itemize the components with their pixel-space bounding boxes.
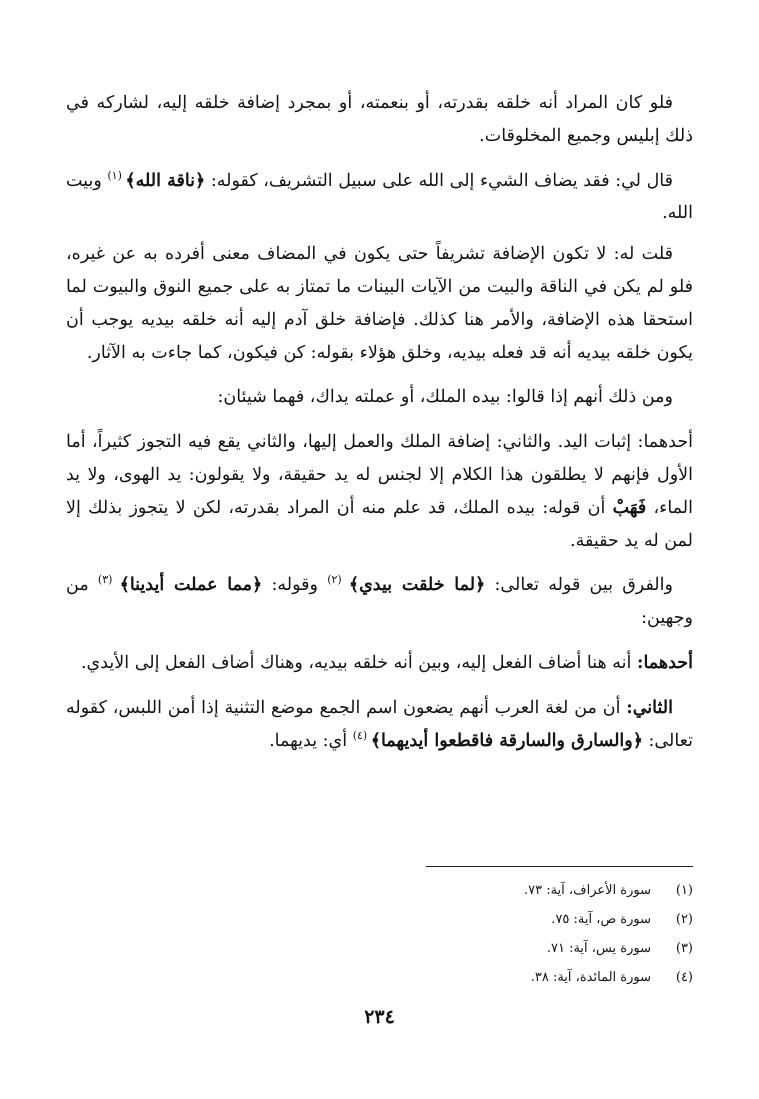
footnote-item xyxy=(420,876,693,905)
footnote-item xyxy=(420,905,693,934)
paragraph xyxy=(66,692,693,758)
footnote-item xyxy=(420,934,693,963)
footnote-number: (٤) xyxy=(675,970,693,985)
quran-quote: ﴿لما خلقت بيدي﴾ xyxy=(348,575,486,596)
quran-quote: ﴿والسارق والسارقة فاقطعوا أيديهما﴾ xyxy=(370,730,643,751)
footnote-text: سورة المائدة، آية: ٣٨. xyxy=(530,970,651,985)
bold-term: الثاني: xyxy=(626,697,673,718)
text-run: والفرق بين قوله تعالى: xyxy=(485,575,673,596)
paragraph xyxy=(66,647,693,680)
footnote-ref: (١) xyxy=(107,168,126,182)
paragraph xyxy=(66,238,693,369)
footnote-ref: (٢) xyxy=(327,573,349,587)
quran-quote: ﴿مما عملت أيدينا﴾ xyxy=(119,575,263,596)
text-run: أحدهما: إثبات اليد. والثاني: إضافة الملك والعمل إليها، والثاني يقع فيه التجوز كثيراً، أما الأول فإنهم لا يطلقون هذا الكلام إلا لجنس له يد حقيقة، ولا يقولون: يد الهوى، ولا يد الماء، xyxy=(66,432,693,518)
footnote-ref: (٤) xyxy=(352,728,371,742)
paragraph xyxy=(66,165,693,231)
footnote-text: سورة يس، آية: ٧١. xyxy=(546,941,651,956)
text-run: أي: يديهما. xyxy=(269,730,353,751)
paragraph xyxy=(66,381,693,414)
text-run: أنه هنا أضاف الفعل إليه، وبين أنه خلقه بيديه، وهناك أضاف الفعل إلى الأيدي. xyxy=(80,652,637,673)
text-run: من وجهين: xyxy=(66,575,693,629)
footnotes xyxy=(420,876,693,992)
text-run: وقوله: xyxy=(262,575,328,596)
footnote-text: سورة الأعراف، آية: ٧٣. xyxy=(523,883,651,898)
paragraph xyxy=(66,426,693,557)
text-run: ومن ذلك أنهم إذا قالوا: بيده الملك، أو عملته يداك، فهما شيئان: xyxy=(217,387,673,408)
footnote-text: سورة ص، آية: ٧٥. xyxy=(551,912,651,927)
footnote-number: (١) xyxy=(675,883,693,898)
main-text xyxy=(66,87,693,769)
footnote-item xyxy=(420,963,693,992)
text-run: أن من لغة العرب أنهم يضعون اسم الجمع موضع التثنية إذا أمن اللبس، كقوله تعالى: xyxy=(66,697,693,751)
paragraph xyxy=(66,569,693,635)
page-number: ٢٣٤ xyxy=(364,1006,395,1028)
bold-term: فَهَبْ xyxy=(612,497,647,518)
footnote-number: (٣) xyxy=(675,941,693,956)
footnote-separator xyxy=(426,866,693,867)
footnote-number: (٢) xyxy=(675,912,693,927)
quran-quote: ﴿ناقة الله﴾ xyxy=(125,170,206,191)
paragraph xyxy=(66,87,693,153)
text-run: وبيت الله. xyxy=(66,170,693,224)
text-run: فلو كان المراد أنه خلقه بقدرته، أو بنعمته، أو بمجرد إضافة خلقه إليه، لشاركه في ذلك إبليس وجميع المخلوقات. xyxy=(66,93,693,146)
text-run: قال لي: فقد يضاف الشيء إلى الله على سبيل التشريف، كقوله: xyxy=(205,170,673,191)
text-run: أن قوله: بيده الملك، قد علم منه أن المراد بقدرته، لكن لا يتجوز بذلك إلا لمن له يد حقيقة. xyxy=(66,497,693,551)
text-run: قلت له: لا تكون الإضافة تشريفاً حتى يكون في المضاف معنى أفرده به عن غيره، فلو لم يكن في الناقة والبيت من الآيات البينات ما تمتاز به على جميع النوق والبيوت لما استحقا هذه الإضافة، والأمر هنا كذلك. فإضافة خلق آدم إليه أنه خلقه بيديه يوجب أن يكون خلقه بيديه أنه قد فعله بيديه، وخلق هؤلاء بقوله: كن فيكون، كما جاءت به الآثار. xyxy=(66,244,693,363)
bold-term: أحدهما: xyxy=(636,652,693,673)
footnote-ref: (٣) xyxy=(97,573,120,587)
